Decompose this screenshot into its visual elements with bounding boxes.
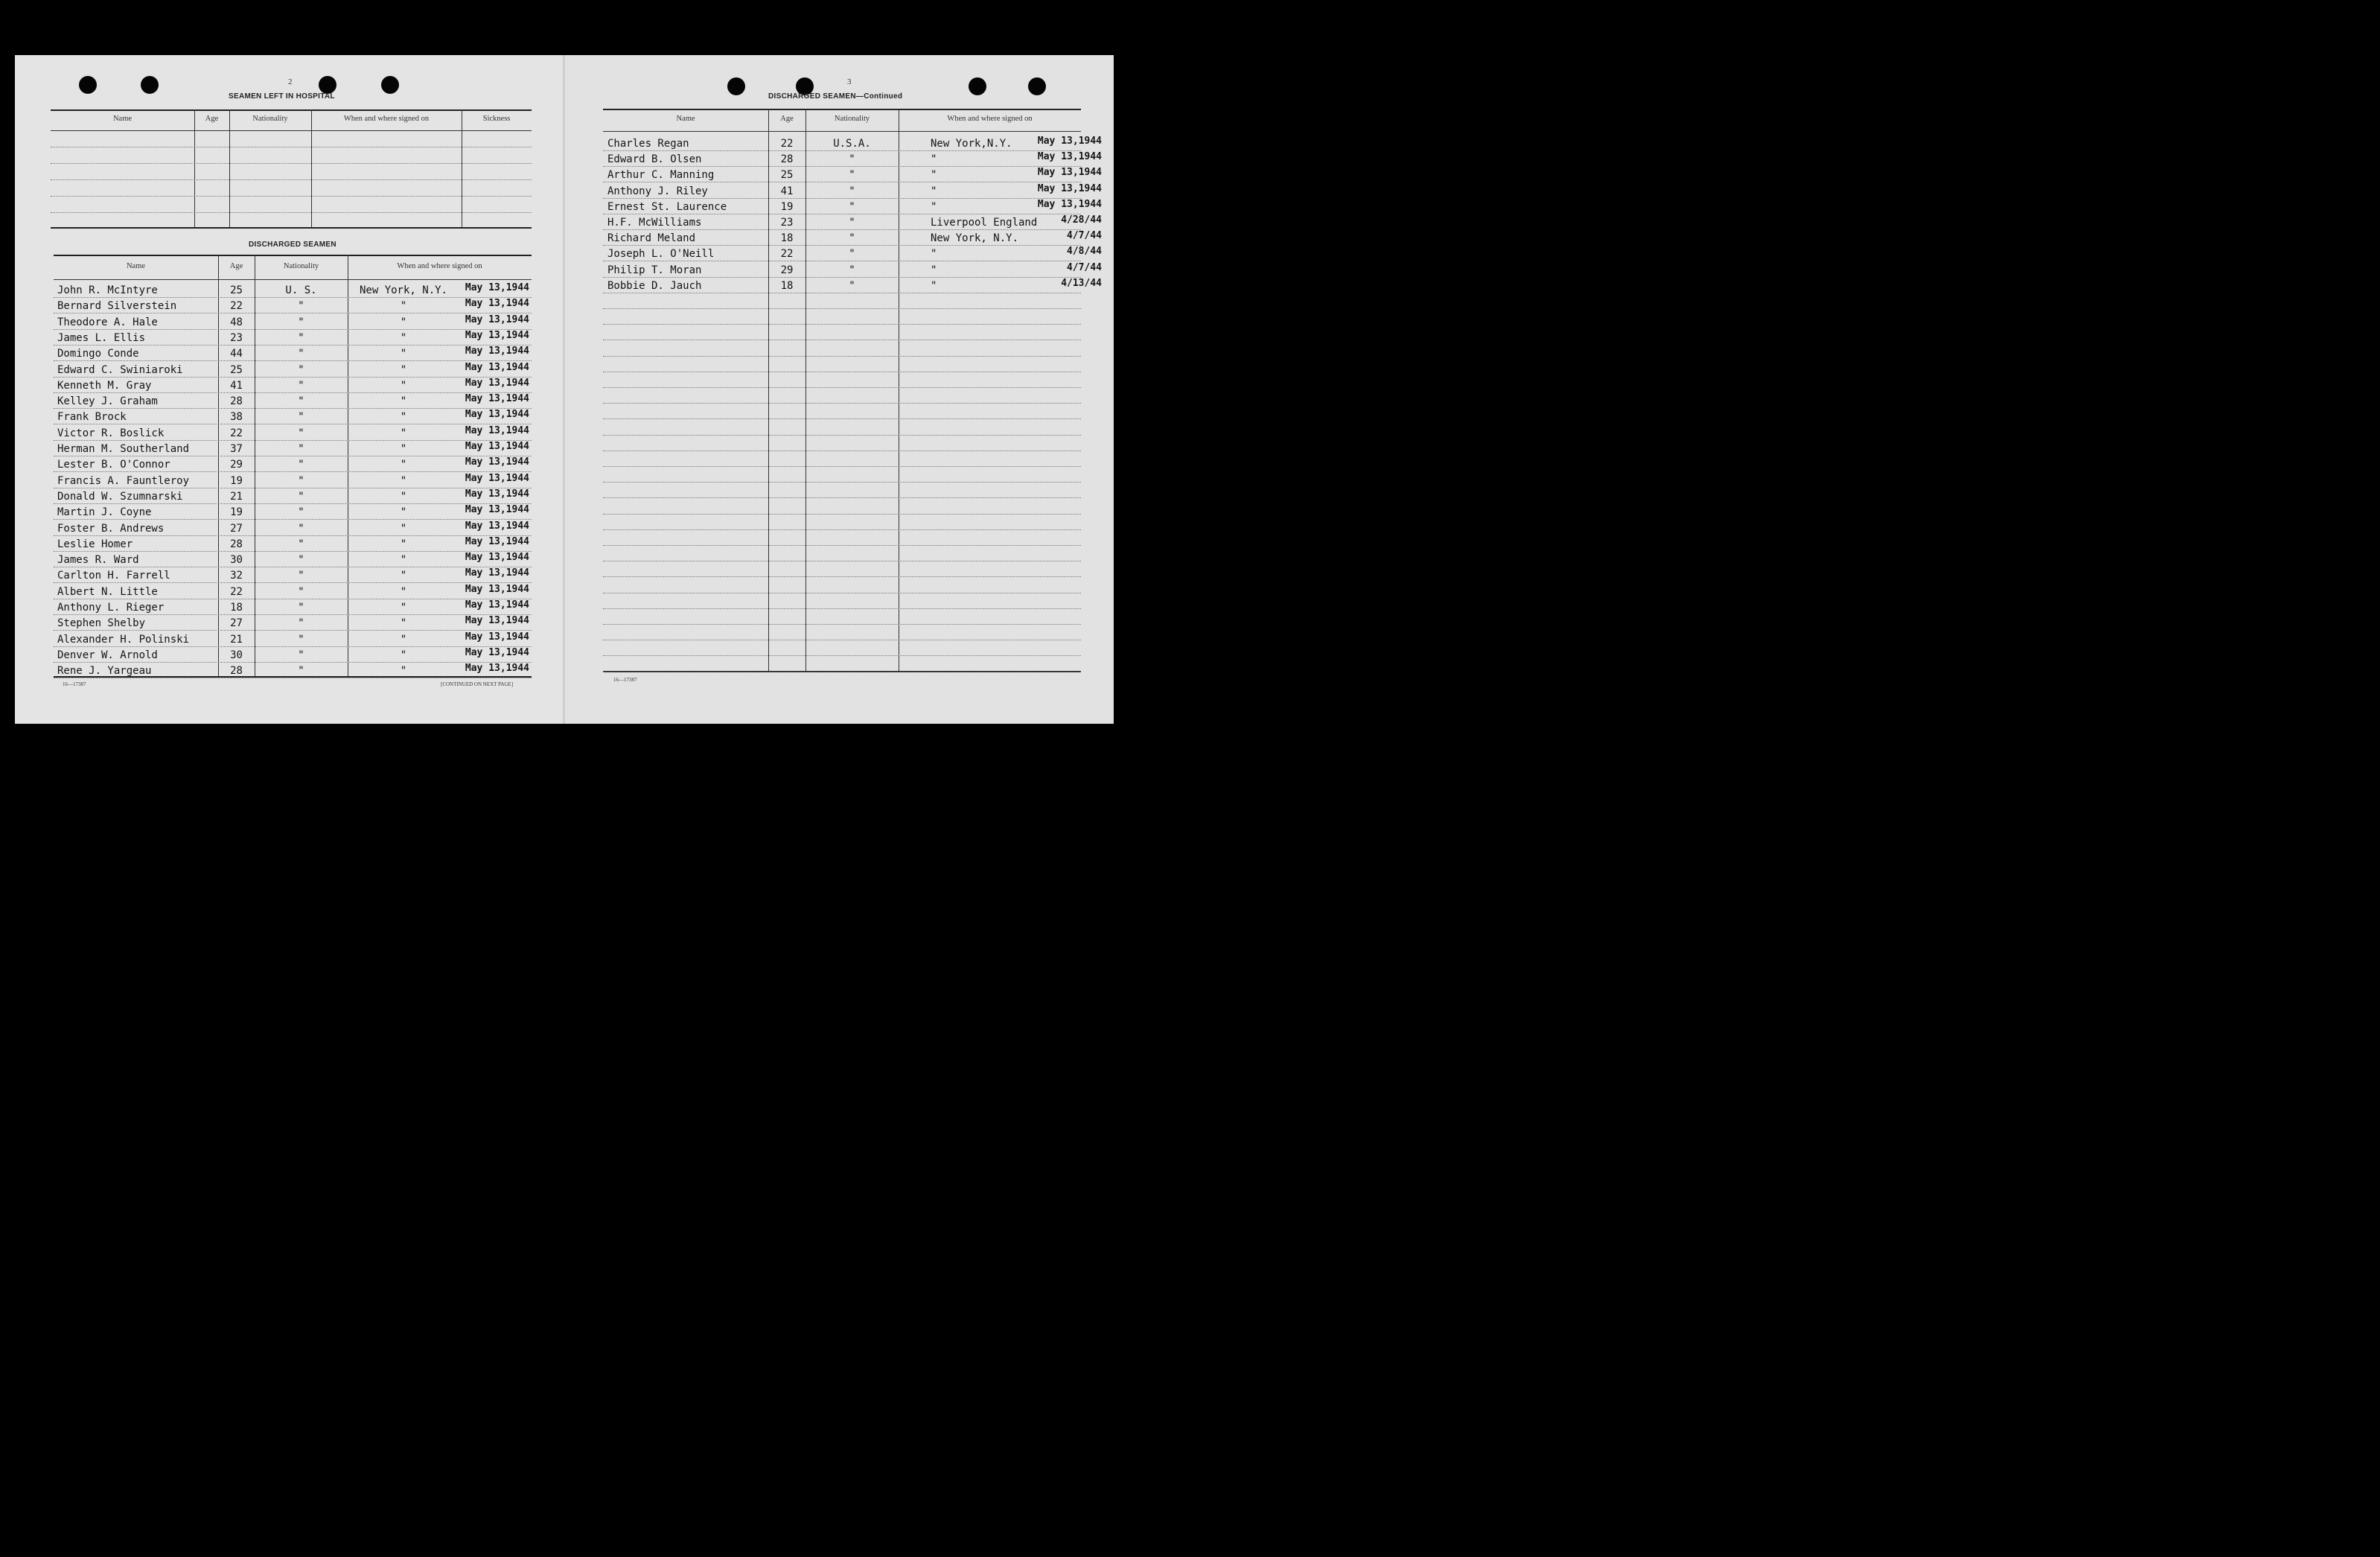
seaman-age: 21: [230, 491, 243, 503]
signed-on-date: May 13,1944: [465, 393, 529, 404]
seaman-name: Leslie Homer: [57, 538, 133, 550]
seaman-age: 32: [230, 570, 243, 582]
signed-on-place: ": [400, 395, 407, 407]
signed-on-place: ": [400, 523, 407, 535]
page-number-left: 2: [288, 77, 293, 86]
seaman-name: James R. Ward: [57, 554, 139, 566]
row-line: [603, 403, 1081, 404]
page-fold: [563, 55, 565, 724]
seaman-age: 28: [230, 665, 243, 677]
title-continued: —Continued: [855, 92, 903, 101]
signed-on-date: May 13,1944: [465, 425, 529, 436]
seaman-nationality: ": [298, 364, 304, 376]
signed-on-place: ": [931, 264, 937, 276]
signed-on-place: Liverpool England: [931, 217, 1038, 229]
row-line: [603, 529, 1081, 530]
seaman-nationality: ": [298, 538, 304, 550]
seaman-nationality: ": [298, 332, 304, 344]
column-header-name: Name: [676, 115, 695, 123]
seaman-age: 18: [780, 232, 794, 244]
seaman-nationality: ": [298, 395, 304, 407]
signed-on-date: 4/7/44: [1067, 230, 1102, 241]
signed-on-date: May 13,1944: [465, 298, 529, 309]
form-number: 16—17387: [63, 681, 86, 687]
signed-on-place: New York,N.Y.: [931, 138, 1012, 150]
hospital-section-title: SEAMEN LEFT IN HOSPITAL: [229, 92, 335, 101]
seaman-name: Lester B. O'Connor: [57, 459, 170, 471]
seaman-age: 30: [230, 649, 243, 661]
signed-on-place: ": [400, 649, 407, 661]
column-header-signed-on: When and where signed on: [343, 115, 430, 123]
seaman-age: 38: [230, 411, 243, 423]
column-header-age: Age: [780, 115, 794, 123]
seaman-name: Kenneth M. Gray: [57, 380, 152, 392]
signed-on-place: ": [400, 554, 407, 566]
row-line: [603, 450, 1081, 451]
signed-on-date: May 13,1944: [465, 536, 529, 547]
signed-on-date: May 13,1944: [465, 314, 529, 325]
signed-on-date: May 13,1944: [465, 346, 529, 357]
seaman-name: Francis A. Fauntleroy: [57, 475, 190, 487]
seaman-nationality: U. S.: [285, 284, 317, 296]
row-line: [603, 245, 1081, 246]
rule: [51, 130, 532, 131]
signed-on-place: ": [400, 538, 407, 550]
signed-on-place: ": [400, 443, 407, 455]
seaman-name: Stephen Shelby: [57, 617, 146, 629]
signed-on-date: May 13,1944: [465, 441, 529, 452]
column-divider: [194, 109, 195, 227]
signed-on-place: ": [400, 665, 407, 677]
seaman-age: 23: [780, 217, 794, 229]
signed-on-date: May 13,1944: [465, 456, 529, 468]
signed-on-date: 4/8/44: [1067, 246, 1102, 257]
seaman-nationality: ": [298, 523, 304, 535]
punch-hole: [1028, 77, 1046, 95]
signed-on-date: May 13,1944: [465, 488, 529, 500]
seaman-nationality: ": [298, 491, 304, 503]
seaman-name: Richard Meland: [607, 232, 696, 244]
row-line: [603, 655, 1081, 656]
seaman-name: Herman M. Southerland: [57, 443, 190, 455]
seaman-age: 29: [230, 459, 243, 471]
seaman-name: Foster B. Andrews: [57, 523, 165, 535]
seaman-nationality: ": [298, 554, 304, 566]
signed-on-date: May 13,1944: [1037, 167, 1102, 178]
signed-on-place: ": [931, 280, 937, 292]
seaman-age: 21: [230, 634, 243, 646]
punch-hole: [141, 76, 159, 94]
punch-hole: [969, 77, 986, 95]
seaman-name: Philip T. Moran: [607, 264, 702, 276]
row-line: [54, 519, 532, 520]
seaman-nationality: ": [298, 475, 304, 487]
seaman-age: 41: [230, 380, 243, 392]
seaman-age: 22: [780, 138, 794, 150]
seaman-name: Theodore A. Hale: [57, 316, 158, 328]
signed-on-place: ": [400, 617, 407, 629]
column-header-nationality: Nationality: [834, 115, 870, 123]
seaman-name: Bobbie D. Jauch: [607, 280, 702, 292]
signed-on-date: 4/7/44: [1067, 262, 1102, 273]
seaman-name: Denver W. Arnold: [57, 649, 158, 661]
seaman-age: 28: [230, 395, 243, 407]
row-line: [603, 387, 1081, 388]
seaman-nationality: ": [849, 201, 855, 213]
seaman-name: Edward B. Olsen: [607, 153, 702, 165]
seaman-name: Martin J. Coyne: [57, 506, 152, 518]
signed-on-place: ": [400, 491, 407, 503]
seaman-nationality: ": [298, 506, 304, 518]
seaman-nationality: ": [849, 264, 855, 276]
seaman-nationality: ": [298, 634, 304, 646]
punch-hole: [319, 76, 336, 94]
seaman-name: Arthur C. Manning: [607, 169, 715, 181]
seaman-age: 30: [230, 554, 243, 566]
row-line: [54, 582, 532, 583]
signed-on-place: ": [400, 427, 407, 439]
seaman-name: Edward C. Swiniaroki: [57, 364, 183, 376]
form-number: 16—17387: [613, 677, 637, 683]
signed-on-place: ": [400, 364, 407, 376]
seaman-name: Anthony J. Riley: [607, 185, 708, 197]
seaman-age: 25: [230, 364, 243, 376]
signed-on-date: May 13,1944: [465, 631, 529, 643]
signed-on-date: May 13,1944: [1037, 151, 1102, 162]
seaman-nationality: ": [849, 185, 855, 197]
row-line: [603, 466, 1081, 467]
seaman-name: Frank Brock: [57, 411, 127, 423]
seaman-age: 18: [780, 280, 794, 292]
seaman-name: Carlton H. Farrell: [57, 570, 170, 582]
punch-hole: [79, 76, 97, 94]
punch-hole: [381, 76, 399, 94]
signed-on-place: ": [400, 459, 407, 471]
rule: [54, 279, 532, 280]
column-header-nationality: Nationality: [252, 115, 288, 123]
signed-on-date: May 13,1944: [465, 473, 529, 484]
seaman-nationality: ": [849, 248, 855, 260]
signed-on-place: ": [400, 411, 407, 423]
signed-on-place: ": [400, 570, 407, 582]
row-line: [603, 229, 1081, 230]
seaman-nationality: ": [298, 602, 304, 614]
row-line: [603, 497, 1081, 498]
signed-on-date: May 13,1944: [465, 552, 529, 563]
signed-on-place: ": [931, 201, 937, 213]
seaman-age: 25: [230, 284, 243, 296]
seaman-age: 19: [780, 201, 794, 213]
signed-on-date: May 13,1944: [465, 584, 529, 595]
seaman-nationality: ": [298, 459, 304, 471]
row-line: [603, 277, 1081, 278]
signed-on-date: May 13,1944: [465, 615, 529, 626]
seaman-nationality: ": [849, 217, 855, 229]
seaman-age: 23: [230, 332, 243, 344]
seaman-nationality: ": [298, 586, 304, 598]
signed-on-date: May 13,1944: [465, 520, 529, 532]
seaman-age: 18: [230, 602, 243, 614]
row-line: [54, 471, 532, 472]
seaman-name: Ernest St. Laurence: [607, 201, 727, 213]
seaman-age: 28: [230, 538, 243, 550]
seaman-nationality: ": [298, 300, 304, 312]
seaman-age: 22: [230, 586, 243, 598]
signed-on-date: May 13,1944: [465, 409, 529, 420]
row-line: [603, 418, 1081, 419]
signed-on-date: May 13,1944: [465, 378, 529, 389]
signed-on-date: May 13,1944: [465, 362, 529, 373]
discharged-continued-title: [768, 92, 902, 101]
signed-on-date: May 13,1944: [1037, 183, 1102, 194]
row-line: [603, 576, 1081, 577]
row-line: [603, 514, 1081, 515]
seaman-age: 19: [230, 506, 243, 518]
signed-on-place: ": [400, 348, 407, 360]
signed-on-place: ": [400, 380, 407, 392]
signed-on-place: ": [400, 506, 407, 518]
seaman-name: Charles Regan: [607, 138, 689, 150]
row-line: [603, 324, 1081, 325]
column-header-signed-on: When and where signed on: [947, 115, 1033, 123]
signed-on-date: 4/13/44: [1061, 278, 1102, 289]
seaman-name: Kelley J. Graham: [57, 395, 158, 407]
seaman-nationality: ": [298, 348, 304, 360]
rule: [603, 131, 1081, 132]
ledger-sheet: [15, 55, 1114, 724]
row-line: [603, 166, 1081, 167]
discharged-section-title: DISCHARGED SEAMEN: [249, 241, 336, 249]
seaman-nationality: ": [849, 232, 855, 244]
signed-on-place: ": [400, 634, 407, 646]
seaman-age: 27: [230, 617, 243, 629]
seaman-nationality: ": [298, 665, 304, 677]
seaman-age: 28: [780, 153, 794, 165]
seaman-name: Domingo Conde: [57, 348, 139, 360]
row-line: [51, 163, 532, 164]
row-line: [51, 179, 532, 180]
seaman-age: 22: [780, 248, 794, 260]
signed-on-place: New York, N.Y.: [359, 284, 447, 296]
seaman-nationality: ": [849, 280, 855, 292]
seaman-name: Joseph L. O'Neill: [607, 248, 715, 260]
column-header-name: Name: [112, 115, 133, 123]
punch-hole: [727, 77, 745, 95]
continued-note: [CONTINUED ON NEXT PAGE]: [441, 681, 514, 687]
seaman-age: 22: [230, 300, 243, 312]
seaman-name: H.F. McWilliams: [607, 217, 702, 229]
signed-on-date: May 13,1944: [465, 282, 529, 293]
seaman-nationality: ": [298, 649, 304, 661]
row-line: [51, 212, 532, 213]
page-number-right: 3: [847, 77, 852, 86]
seaman-age: 29: [780, 264, 794, 276]
row-line: [603, 150, 1081, 151]
seaman-age: 37: [230, 443, 243, 455]
seaman-age: 22: [230, 427, 243, 439]
signed-on-place: ": [931, 153, 937, 165]
row-line: [603, 356, 1081, 357]
signed-on-place: ": [400, 332, 407, 344]
signed-on-date: May 13,1944: [465, 663, 529, 674]
signed-on-date: May 13,1944: [465, 599, 529, 611]
signed-on-place: ": [400, 586, 407, 598]
seaman-name: James L. Ellis: [57, 332, 146, 344]
signed-on-date: May 13,1944: [465, 504, 529, 515]
column-divider: [311, 109, 312, 227]
signed-on-date: May 13,1944: [1037, 199, 1102, 210]
signed-on-date: May 13,1944: [465, 567, 529, 579]
signed-on-place: ": [931, 185, 937, 197]
seaman-name: Donald W. Szumnarski: [57, 491, 183, 503]
rule: [603, 109, 1081, 110]
seaman-age: 41: [780, 185, 794, 197]
row-line: [54, 360, 532, 361]
column-header-sickness: Sickness: [482, 115, 511, 123]
seaman-nationality: ": [298, 427, 304, 439]
rule: [54, 255, 532, 256]
seaman-nationality: U.S.A.: [833, 138, 871, 150]
seaman-nationality: ": [298, 570, 304, 582]
seaman-name: Rene J. Yargeau: [57, 665, 152, 677]
seaman-nationality: ": [298, 443, 304, 455]
column-header-nationality: Nationality: [283, 262, 319, 270]
seaman-name: Victor R. Boslick: [57, 427, 165, 439]
rule: [51, 227, 532, 229]
row-line: [603, 624, 1081, 625]
rule: [51, 109, 532, 111]
seaman-age: 27: [230, 523, 243, 535]
row-line: [54, 630, 532, 631]
seaman-name: Bernard Silverstein: [57, 300, 177, 312]
seaman-age: 44: [230, 348, 243, 360]
column-header-age: Age: [229, 262, 243, 270]
signed-on-place: ": [400, 602, 407, 614]
column-header-name: Name: [126, 262, 146, 270]
signed-on-date: 4/28/44: [1061, 214, 1102, 226]
seaman-nationality: ": [298, 316, 304, 328]
seaman-name: John R. McIntyre: [57, 284, 158, 296]
title-main: DISCHARGED SEAMEN: [768, 92, 856, 101]
signed-on-date: May 13,1944: [465, 647, 529, 658]
signed-on-place: ": [400, 300, 407, 312]
row-line: [603, 435, 1081, 436]
seaman-age: 25: [780, 169, 794, 181]
seaman-nationality: ": [298, 617, 304, 629]
row-line: [603, 545, 1081, 546]
signed-on-place: ": [400, 316, 407, 328]
seaman-age: 48: [230, 316, 243, 328]
signed-on-place: New York, N.Y.: [931, 232, 1019, 244]
seaman-nationality: ": [298, 380, 304, 392]
seaman-nationality: ": [849, 153, 855, 165]
seaman-nationality: ": [849, 169, 855, 181]
seaman-name: Alexander H. Polinski: [57, 634, 190, 646]
signed-on-place: ": [931, 169, 937, 181]
column-header-signed-on: When and where signed on: [397, 262, 482, 270]
row-line: [603, 608, 1081, 609]
signed-on-place: ": [931, 248, 937, 260]
seaman-age: 19: [230, 475, 243, 487]
seaman-nationality: ": [298, 411, 304, 423]
signed-on-place: ": [400, 475, 407, 487]
seaman-name: Anthony L. Rieger: [57, 602, 165, 614]
seaman-name: Albert N. Little: [57, 586, 158, 598]
row-line: [603, 482, 1081, 483]
signed-on-date: May 13,1944: [465, 330, 529, 341]
row-line: [51, 196, 532, 197]
column-header-age: Age: [205, 115, 219, 123]
row-line: [603, 198, 1081, 199]
row-line: [603, 308, 1081, 309]
column-divider: [229, 109, 230, 227]
signed-on-date: May 13,1944: [1037, 136, 1102, 147]
